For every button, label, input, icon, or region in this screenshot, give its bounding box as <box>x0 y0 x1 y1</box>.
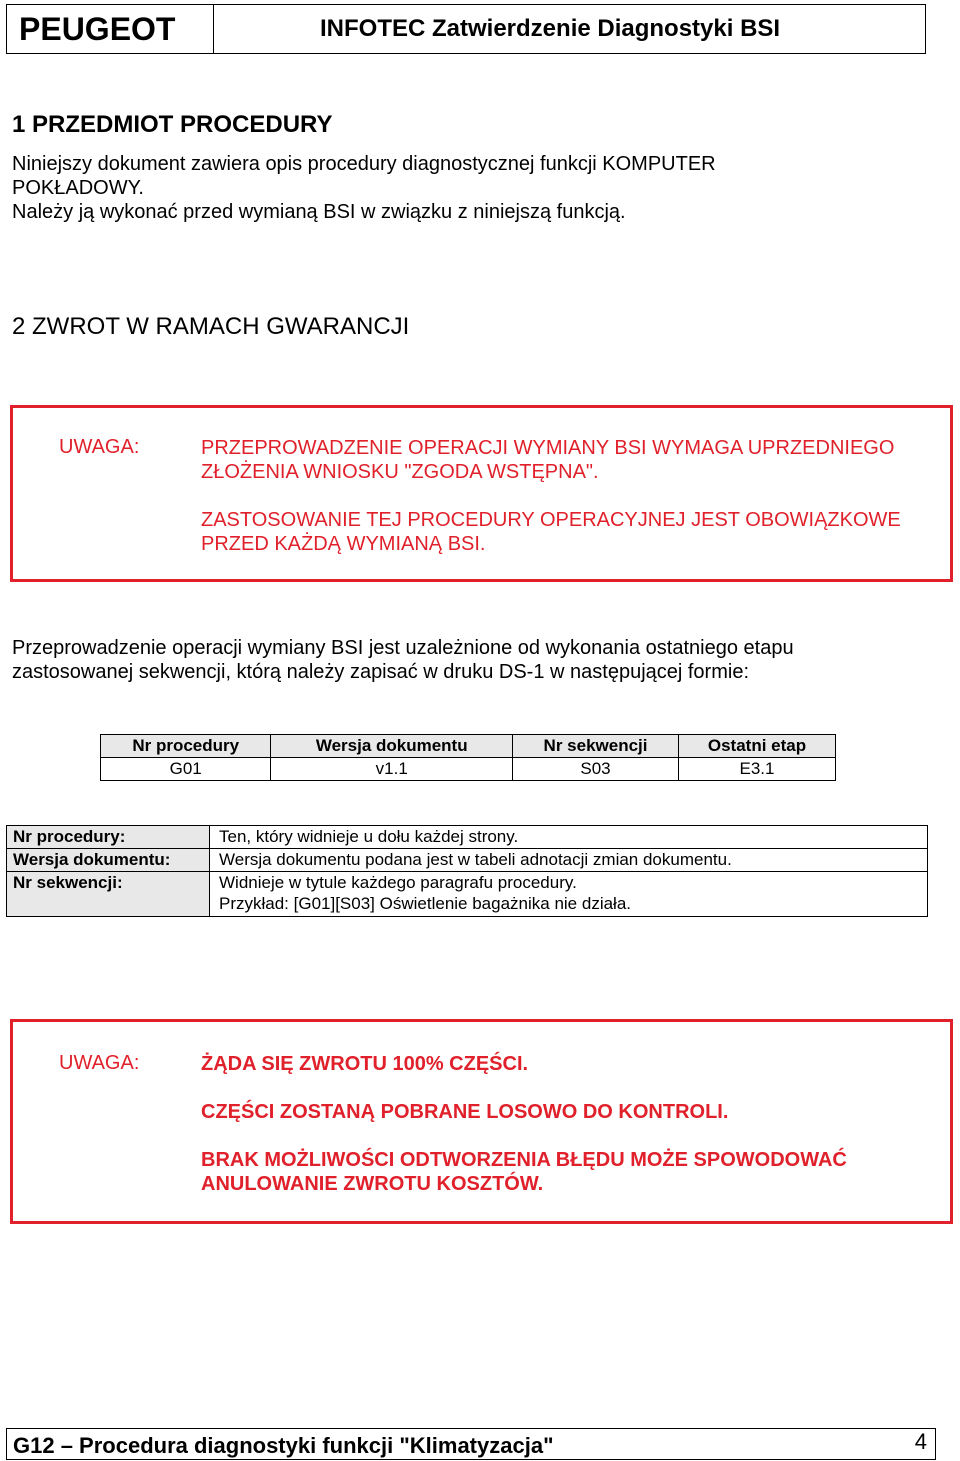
definition-key: Wersja dokumentu: <box>13 850 171 869</box>
page-number: 4 <box>914 1429 927 1454</box>
table-header-cell: Nr procedury <box>101 735 271 758</box>
intro-line: Przeprowadzenie operacji wymiany BSI jest uzależnione od wykonania ostatniego etapu <box>12 637 794 659</box>
warning-line: CZĘŚCI ZOSTANĄ POBRANE LOSOWO DO KONTROLI. <box>201 1101 729 1123</box>
definition-value: Widnieje w tytule każdego paragrafu procedury. <box>219 873 577 892</box>
table-cell: S03 <box>513 758 679 781</box>
table-cell: E3.1 <box>679 758 836 781</box>
section-1-line: Niniejszy dokument zawiera opis procedury diagnostycznej funkcji KOMPUTER <box>12 153 716 175</box>
section-1-heading: 1 PRZEDMIOT PROCEDURY <box>12 111 333 138</box>
warning-line: BRAK MOŻLIWOŚCI ODTWORZENIA BŁĘDU MOŻE SPOWODOWAĆ <box>201 1149 847 1171</box>
definition-row <box>7 826 927 848</box>
definition-key: Nr procedury: <box>13 827 126 846</box>
table-header-cell: Nr sekwencji <box>513 735 679 758</box>
table-cell: v1.1 <box>271 758 513 781</box>
section-1-line: Należy ją wykonać przed wymianą BSI w związku z niniejszą funkcją. <box>12 201 626 223</box>
intro-paragraph <box>12 636 794 684</box>
table-row <box>101 758 836 781</box>
definition-value: Ten, który widnieje u dołu każdej strony. <box>219 827 519 846</box>
table-header-row <box>101 735 836 758</box>
warning-line: ZŁOŻENIA WNIOSKU "ZGODA WSTĘPNA". <box>201 461 599 483</box>
warning-box-1 <box>10 405 953 582</box>
warning-line: PRZEPROWADZENIE OPERACJI WYMIANY BSI WYMAGA UPRZEDNIEGO <box>201 437 895 459</box>
definition-row <box>7 893 927 915</box>
footer-title: G12 – Procedura diagnostyki funkcji "Klimatyzacja" <box>13 1433 554 1458</box>
definition-value: Wersja dokumentu podana jest w tabeli adnotacji zmian dokumentu. <box>219 850 732 869</box>
warning-line: ŻĄDA SIĘ ZWROTU 100% CZĘŚCI. <box>201 1053 529 1075</box>
definition-row <box>7 872 927 894</box>
table-header-cell: Ostatni etap <box>679 735 836 758</box>
section-1-line: POKŁADOWY. <box>12 177 144 199</box>
warning-label: UWAGA: <box>59 1052 140 1074</box>
section-2-heading: 2 ZWROT W RAMACH GWARANCJI <box>12 313 410 340</box>
table-header-cell: Wersja dokumentu <box>271 735 513 758</box>
brand-name: PEUGEOT <box>7 5 214 53</box>
page-header <box>6 4 926 54</box>
warning-text-2 <box>201 508 901 556</box>
definition-key: Nr sekwencji: <box>13 873 123 892</box>
procedure-table <box>100 734 836 781</box>
warning-text-3 <box>201 1148 847 1196</box>
document-title: INFOTEC Zatwierdzenie Diagnostyki BSI <box>320 15 781 42</box>
section-1-body <box>12 152 716 224</box>
definition-table <box>6 825 928 917</box>
warning-line: PRZED KAŻDĄ WYMIANĄ BSI. <box>201 533 486 555</box>
warning-line: ANULOWANIE ZWROTU KOSZTÓW. <box>201 1173 544 1195</box>
warning-label: UWAGA: <box>59 436 140 458</box>
page-footer <box>6 1428 936 1460</box>
definition-value: Przykład: [G01][S03] Oświetlenie bagażnika nie działa. <box>219 894 632 913</box>
definition-row <box>7 849 927 871</box>
table-cell: G01 <box>101 758 271 781</box>
warning-text-1 <box>201 436 894 484</box>
warning-box-2 <box>10 1019 953 1224</box>
warning-line: ZASTOSOWANIE TEJ PROCEDURY OPERACYJNEJ JEST OBOWIĄZKOWE <box>201 509 901 531</box>
intro-line: zastosowanej sekwencji, którą należy zapisać w druku DS-1 w następującej formie: <box>12 661 750 683</box>
